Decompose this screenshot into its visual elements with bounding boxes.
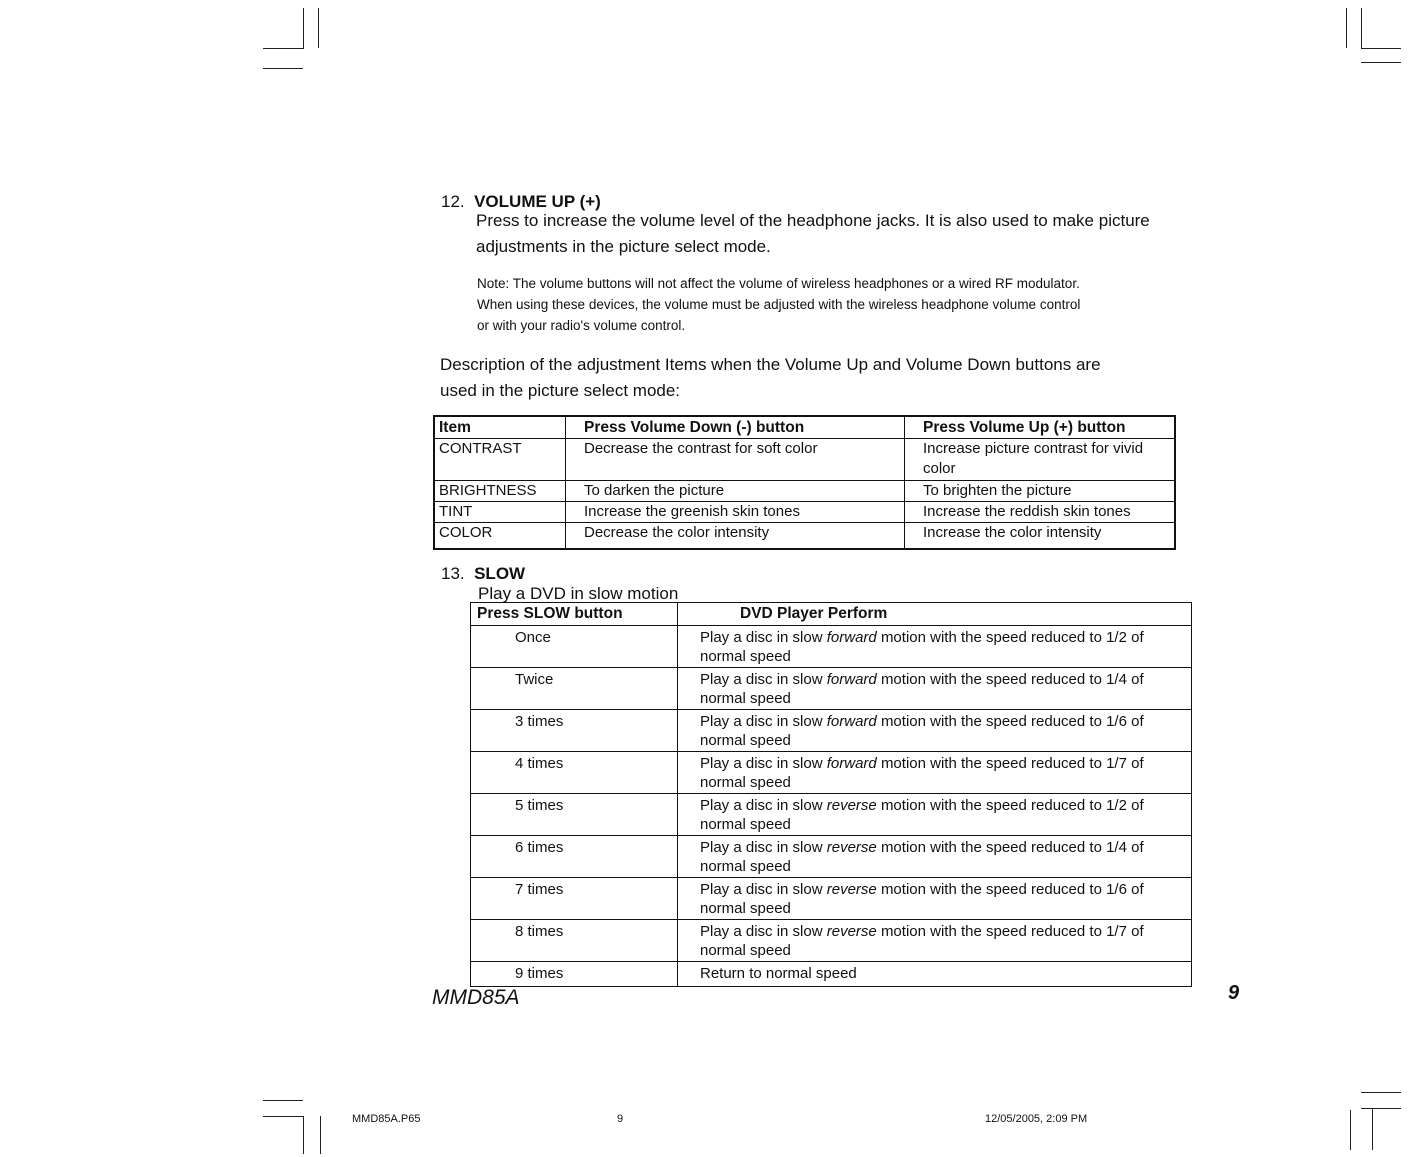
table-row	[471, 920, 1192, 962]
perform-prefix: Play a disc in slow	[700, 839, 823, 856]
table-row	[434, 439, 1175, 481]
table-row	[434, 502, 1175, 523]
down-cell: To darken the picture	[566, 481, 905, 502]
slow-subtitle: Play a DVD in slow motion	[478, 584, 679, 603]
table-row	[471, 668, 1192, 710]
description-line: used in the picture select mode:	[440, 381, 681, 400]
footer-model: MMD85A	[432, 986, 520, 1009]
volume-up-body	[476, 208, 1150, 260]
down-cell: Increase the greenish skin tones	[566, 502, 905, 523]
note-line: When using these devices, the volume must be adjusted with the wireless headphone volume control	[477, 297, 1081, 312]
column-header-item: Item	[434, 416, 566, 439]
note-line: Note: The volume buttons will not affect the volume of wireless headphones or a wired RF modulator.	[477, 276, 1080, 291]
perform-cell	[678, 710, 1192, 752]
item-cell: COLOR	[434, 523, 566, 549]
perform-suffix: motion with the speed reduced to 1/7 of normal speed	[700, 923, 1144, 959]
table-row	[471, 794, 1192, 836]
crop-mark	[1361, 1092, 1401, 1093]
item-cell: BRIGHTNESS	[434, 481, 566, 502]
crop-mark	[263, 68, 303, 69]
crop-mark	[263, 1116, 303, 1117]
table-header-row	[434, 416, 1175, 439]
perform-prefix: Play a disc in slow	[700, 671, 823, 688]
down-cell: Decrease the color intensity	[566, 523, 905, 549]
column-header-press-slow: Press SLOW button	[471, 603, 678, 626]
perform-prefix: Play a disc in slow	[700, 755, 823, 772]
note-line: or with your radio's volume control.	[477, 318, 686, 333]
perform-direction: forward	[826, 755, 877, 772]
adjustment-description	[440, 352, 1101, 404]
perform-direction: reverse	[826, 839, 877, 856]
perform-cell	[678, 920, 1192, 962]
perform-prefix: Play a disc in slow	[700, 923, 823, 940]
crop-mark	[1361, 48, 1401, 49]
perform-direction: reverse	[826, 923, 877, 940]
body-line: adjustments in the picture select mode.	[476, 237, 771, 256]
press-count-cell: Twice	[471, 668, 678, 710]
perform-prefix: Play a disc in slow	[700, 881, 823, 898]
up-cell: Increase picture contrast for vivid color	[905, 439, 1176, 481]
up-cell: To brighten the picture	[905, 481, 1176, 502]
column-header-volume-up: Press Volume Up (+) button	[905, 416, 1176, 439]
press-count-cell: 8 times	[471, 920, 678, 962]
press-count-cell: 6 times	[471, 836, 678, 878]
perform-prefix: Play a disc in slow	[700, 629, 823, 646]
perform-suffix: motion with the speed reduced to 1/4 of normal speed	[700, 839, 1144, 875]
table-row	[471, 752, 1192, 794]
section-title: VOLUME UP (+)	[474, 192, 601, 211]
press-count-cell: 9 times	[471, 962, 678, 987]
table-row	[434, 523, 1175, 549]
perform-suffix: motion with the speed reduced to 1/6 of normal speed	[700, 881, 1144, 917]
column-header-volume-down: Press Volume Down (-) button	[566, 416, 905, 439]
perform-direction: forward	[826, 713, 877, 730]
crop-mark	[320, 1116, 321, 1154]
perform-prefix: Return to normal speed	[700, 965, 857, 982]
perform-prefix: Play a disc in slow	[700, 797, 823, 814]
item-cell: TINT	[434, 502, 566, 523]
table-row	[471, 626, 1192, 668]
press-count-cell: 4 times	[471, 752, 678, 794]
up-cell: Increase the reddish skin tones	[905, 502, 1176, 523]
perform-cell	[678, 836, 1192, 878]
perform-cell	[678, 626, 1192, 668]
perform-suffix: motion with the speed reduced to 1/4 of normal speed	[700, 671, 1144, 707]
description-line: Description of the adjustment Items when the Volume Up and Volume Down buttons are	[440, 355, 1101, 374]
item-cell: CONTRAST	[434, 439, 566, 481]
table-row	[471, 878, 1192, 920]
volume-note	[477, 273, 1080, 336]
down-cell: Decrease the contrast for soft color	[566, 439, 905, 481]
perform-direction: reverse	[826, 881, 877, 898]
column-header-dvd-perform: DVD Player Perform	[678, 603, 1192, 626]
table-row	[471, 836, 1192, 878]
crop-mark	[1361, 1108, 1401, 1109]
crop-mark	[1361, 62, 1401, 63]
section-title: SLOW	[474, 564, 526, 583]
slug-timestamp: 12/05/2005, 2:09 PM	[985, 1113, 1088, 1125]
up-cell: Increase the color intensity	[905, 523, 1176, 549]
perform-cell	[678, 794, 1192, 836]
table-row	[471, 710, 1192, 752]
table-header-row	[471, 603, 1192, 626]
slow-table	[470, 602, 1192, 987]
slug-page: 9	[617, 1113, 624, 1125]
press-count-cell: Once	[471, 626, 678, 668]
perform-suffix: motion with the speed reduced to 1/6 of normal speed	[700, 713, 1144, 749]
section-number: 13.	[441, 564, 465, 583]
perform-prefix: Play a disc in slow	[700, 713, 823, 730]
press-count-cell: 5 times	[471, 794, 678, 836]
perform-suffix: motion with the speed reduced to 1/2 of normal speed	[700, 629, 1144, 665]
table-row	[434, 481, 1175, 502]
perform-cell	[678, 962, 1192, 987]
body-line: Press to increase the volume level of the headphone jacks. It is also used to make picture	[476, 211, 1150, 230]
crop-mark	[1350, 1110, 1351, 1150]
crop-mark	[263, 48, 303, 49]
section-number: 12.	[441, 192, 465, 211]
perform-cell	[678, 752, 1192, 794]
perform-suffix: motion with the speed reduced to 1/2 of normal speed	[700, 797, 1144, 833]
footer-page-number: 9	[1228, 982, 1240, 1004]
slug-file-name: MMD85A.P65	[352, 1113, 421, 1125]
perform-cell	[678, 668, 1192, 710]
crop-mark	[303, 1116, 304, 1154]
perform-suffix: motion with the speed reduced to 1/7 of normal speed	[700, 755, 1144, 791]
crop-mark	[1361, 8, 1362, 48]
crop-mark	[263, 1100, 303, 1101]
press-count-cell: 7 times	[471, 878, 678, 920]
adjustment-table	[433, 415, 1176, 550]
perform-direction: forward	[826, 629, 877, 646]
crop-mark	[1372, 1108, 1373, 1150]
perform-cell	[678, 878, 1192, 920]
perform-direction: reverse	[826, 797, 877, 814]
press-count-cell: 3 times	[471, 710, 678, 752]
crop-mark	[1346, 8, 1347, 48]
table-row	[471, 962, 1192, 987]
crop-mark	[303, 8, 304, 49]
perform-direction: forward	[826, 671, 877, 688]
crop-mark	[318, 8, 319, 48]
